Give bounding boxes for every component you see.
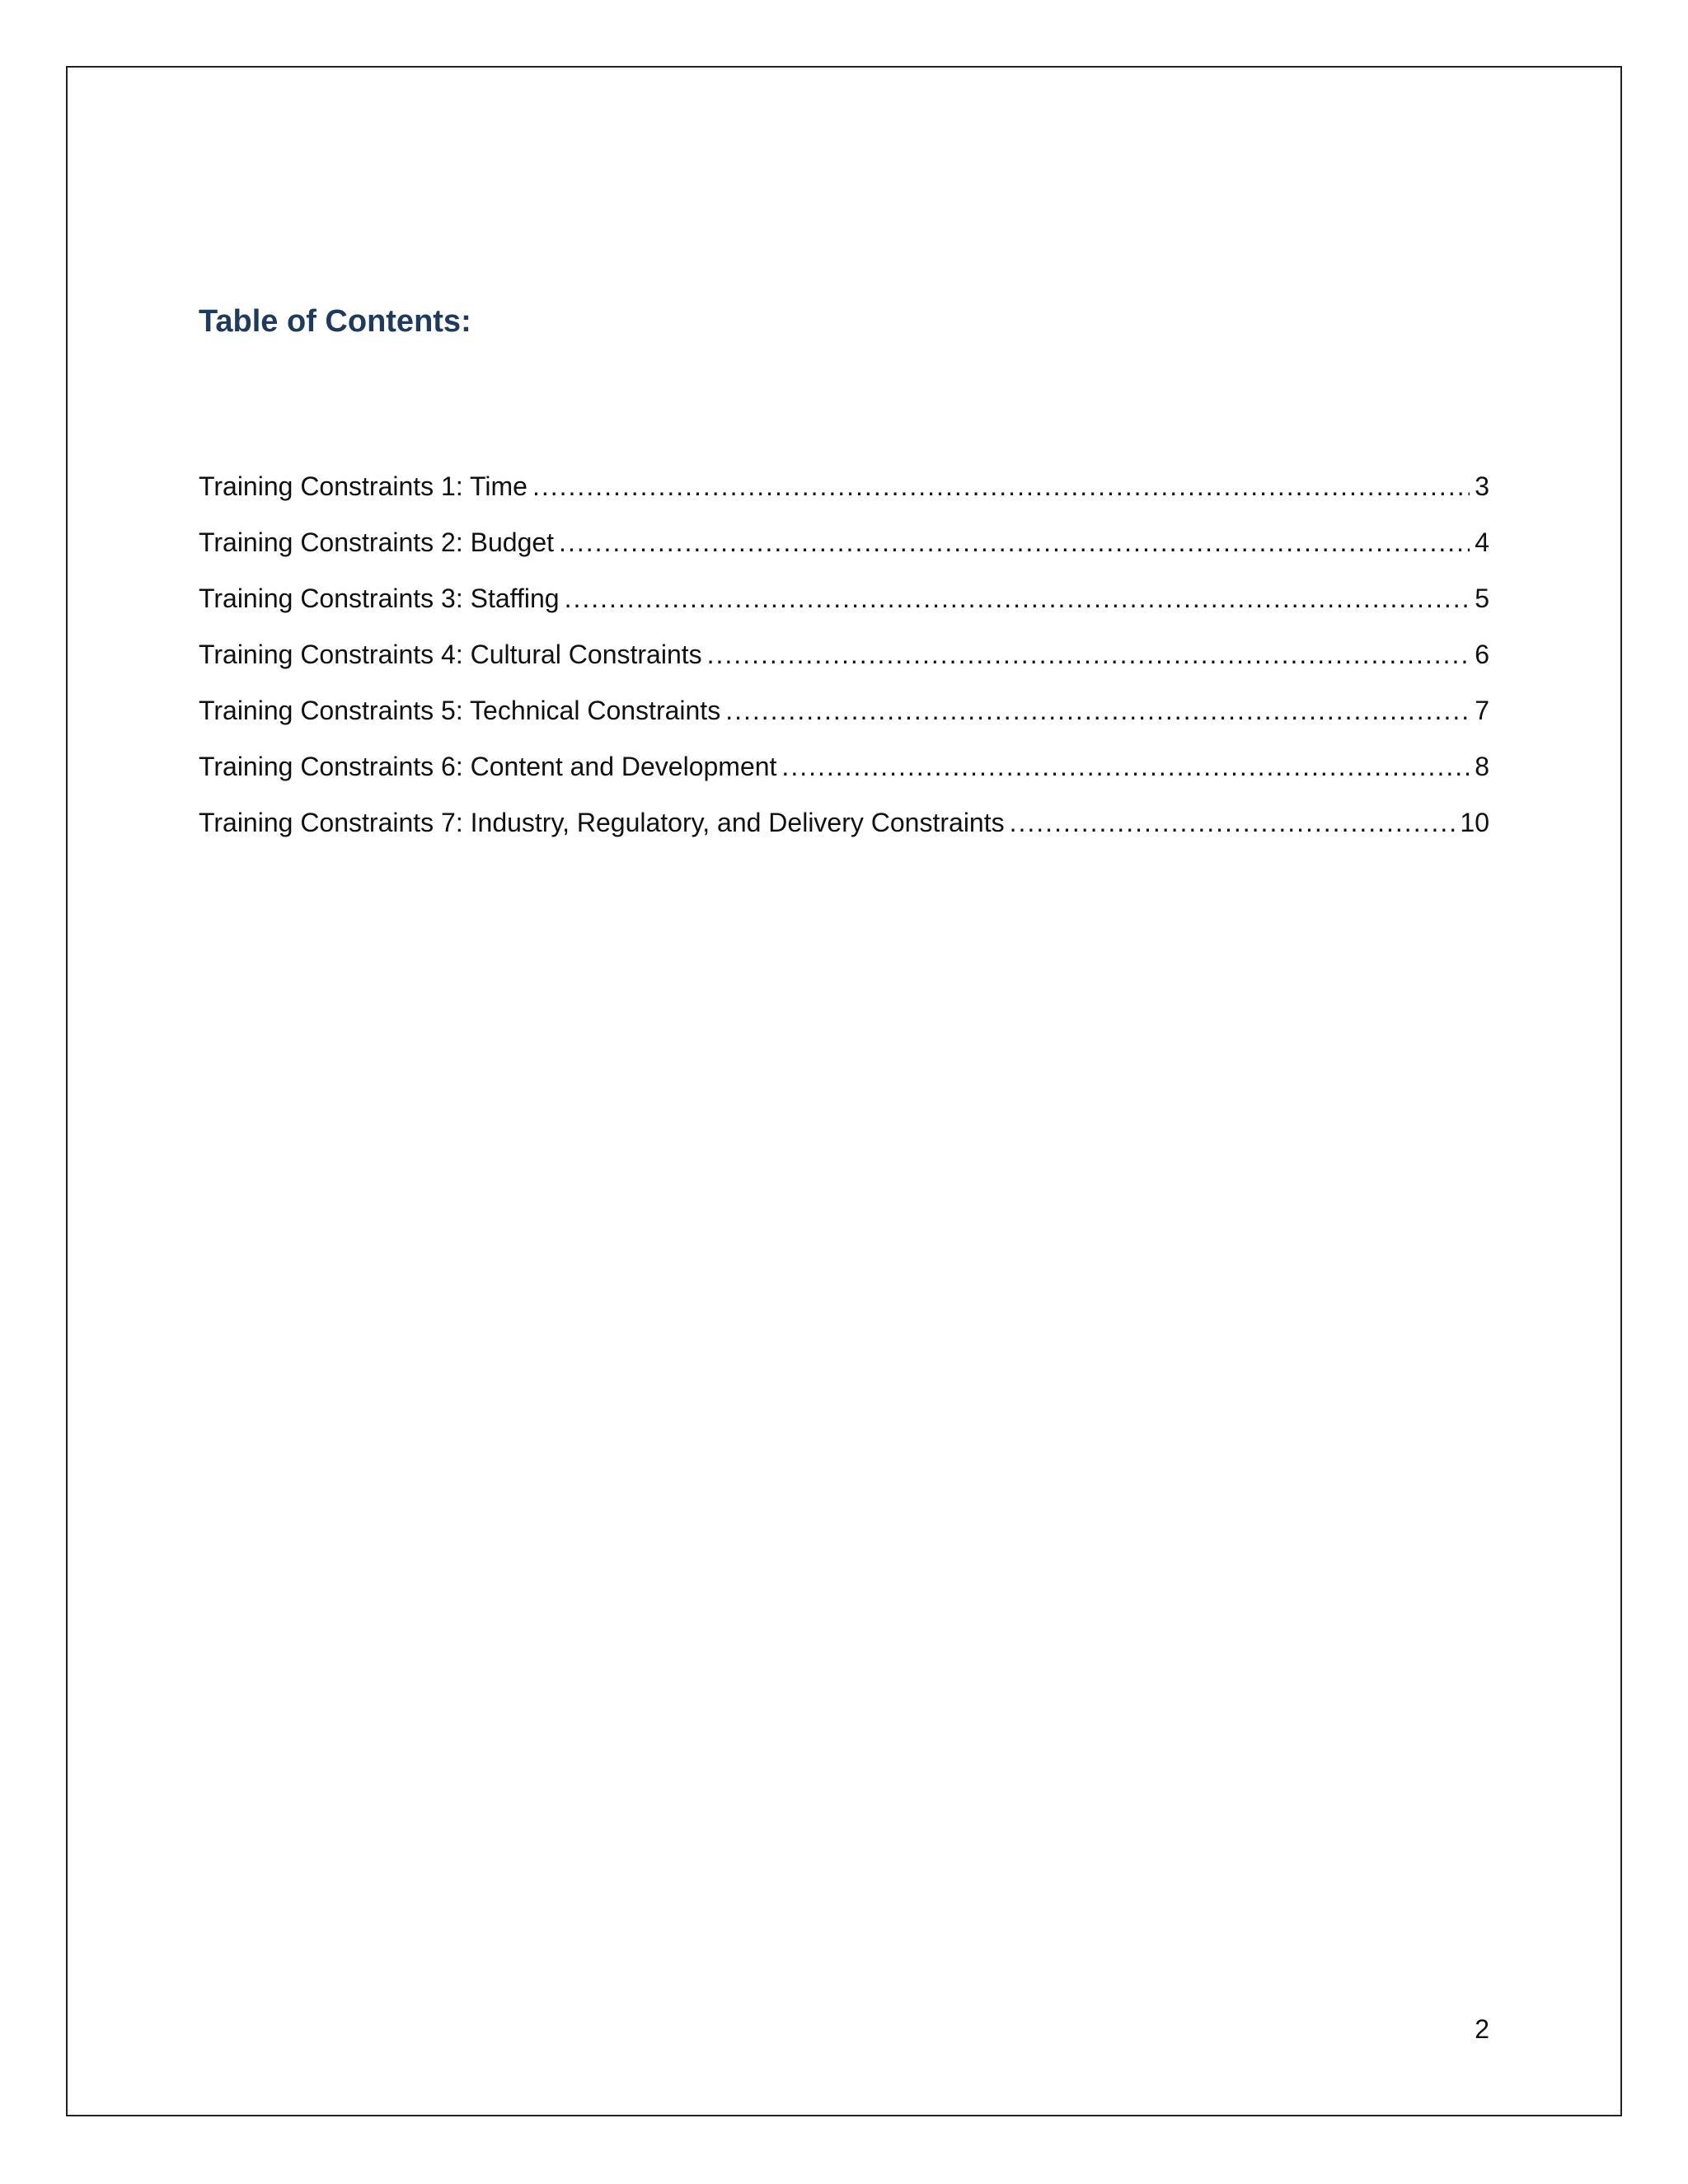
toc-entry-5[interactable]: [199, 692, 1489, 748]
toc-list: [199, 468, 1489, 860]
toc-entry-label: Training Constraints 7: Industry, Regulatory, and Delivery Constraints: [199, 808, 1005, 837]
toc-entry-page: 5: [1475, 583, 1489, 613]
toc-dot-leader: [781, 748, 1470, 785]
toc-entry-6[interactable]: [199, 748, 1489, 804]
toc-entry-3[interactable]: [199, 580, 1489, 636]
toc-dot-leader: [565, 580, 1470, 616]
toc-entry-label: Training Constraints 4: Cultural Constraints: [199, 640, 702, 669]
toc-entry-2[interactable]: [199, 524, 1489, 580]
toc-entry-page: 10: [1460, 808, 1489, 837]
toc-entry-label: Training Constraints 6: Content and Development: [199, 752, 777, 781]
toc-entry-page: 4: [1475, 527, 1489, 557]
toc-entry-page: 3: [1475, 471, 1489, 501]
toc-entry-page: 7: [1475, 696, 1489, 725]
toc-dot-leader: [725, 692, 1470, 729]
toc-entry-label: Training Constraints 5: Technical Constraints: [199, 696, 721, 725]
toc-entry-page: 6: [1475, 640, 1489, 669]
toc-entry-page: 8: [1475, 752, 1489, 781]
page-border: [66, 66, 1622, 2116]
toc-entry-7[interactable]: [199, 804, 1489, 860]
toc-entry-1[interactable]: [199, 468, 1489, 524]
toc-entry-4[interactable]: [199, 636, 1489, 692]
toc-dot-leader: [707, 636, 1470, 673]
toc-dot-leader: [1010, 804, 1456, 841]
toc-entry-label: Training Constraints 2: Budget: [199, 527, 555, 557]
toc-title: Table of Contents:: [199, 304, 471, 339]
toc-entry-label: Training Constraints 3: Staffing: [199, 583, 560, 613]
toc-entry-label: Training Constraints 1: Time: [199, 471, 528, 501]
page-number: 2: [1475, 2014, 1489, 2044]
toc-dot-leader: [532, 468, 1470, 504]
toc-dot-leader: [559, 524, 1470, 560]
